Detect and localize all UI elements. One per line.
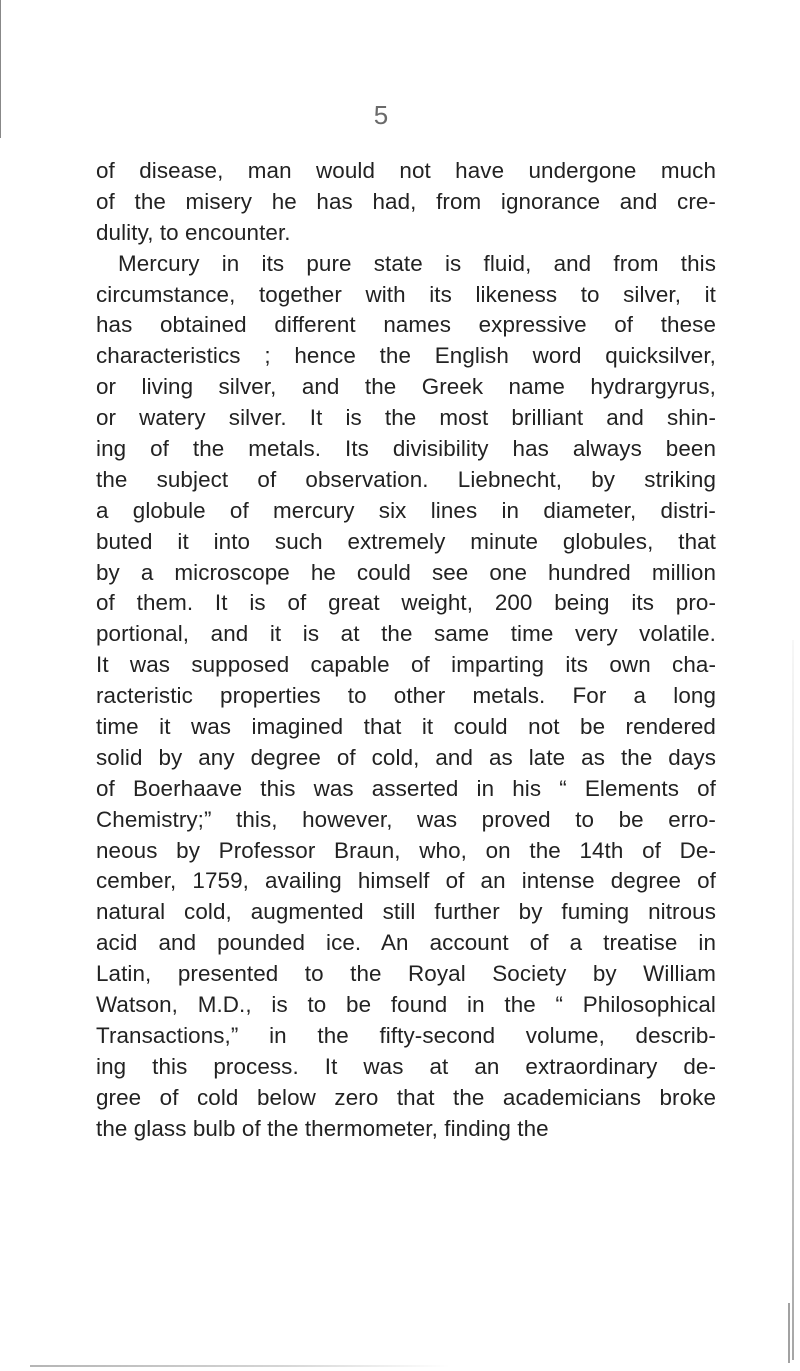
text-line: It was supposed capable of imparting its own cha- [96, 652, 716, 678]
text-line: of Boerhaave this was asserted in his “ Elements of [96, 775, 716, 801]
text-line: of them. It is of great weight, 200 being its pro- [96, 590, 716, 616]
text-line: circumstance, together with its likeness to silver, it [96, 281, 716, 307]
text-line: the subject of observation. Liebnecht, by striking [96, 466, 716, 492]
text-line: cember, 1759, availing himself of an intense degree of [96, 868, 716, 894]
text-line: gree of cold below zero that the academicians broke [96, 1084, 716, 1110]
text-line: buted it into such extremely minute globules, that [96, 528, 716, 554]
text-line: acid and pounded ice. An account of a treatise in [96, 930, 716, 956]
text-line: solid by any degree of cold, and as late as the days [96, 744, 716, 770]
text-line: ing of the metals. Its divisibility has always been [96, 436, 716, 462]
text-line: has obtained different names expressive of these [96, 312, 716, 338]
page-bottom-edge [30, 1365, 450, 1367]
text-line: Mercury in its pure state is fluid, and from this [118, 250, 716, 276]
text-line: Transactions,” in the fifty-second volume, describ- [96, 1022, 716, 1048]
text-line: the glass bulb of the thermometer, finding the [96, 1115, 549, 1141]
text-line: a globule of mercury six lines in diameter, distri- [96, 497, 716, 523]
text-line: dulity, to encounter. [96, 219, 291, 245]
text-line: Chemistry;” this, however, was proved to be erro- [96, 806, 716, 832]
body-text [96, 156, 716, 1145]
text-line: of disease, man would not have undergone much [96, 158, 716, 183]
text-line: ing this process. It was at an extraordinary de- [96, 1053, 716, 1079]
text-line: Watson, M.D., is to be found in the “ Philosophical [96, 992, 716, 1018]
text-line: or watery silver. It is the most brilliant and shin- [96, 405, 716, 431]
page-corner-mark [774, 1303, 790, 1363]
text-line: neous by Professor Braun, who, on the 14th of De- [96, 837, 716, 863]
text-line: characteristics ; hence the English word quicksilver, [96, 343, 716, 369]
page-number: 5 [373, 100, 389, 130]
text-line: of the misery he has had, from ignorance and cre- [96, 188, 716, 214]
page-binding-edge [0, 0, 1, 138]
page-edge-shadow [792, 640, 794, 1360]
text-line: racteristic properties to other metals. For a long [96, 683, 716, 709]
text-line: by a microscope he could see one hundred million [96, 559, 716, 585]
text-line: time it was imagined that it could not be rendered [96, 714, 716, 740]
text-line: Latin, presented to the Royal Society by William [96, 961, 716, 987]
text-line: or living silver, and the Greek name hydrargyrus, [96, 374, 716, 400]
text-line: portional, and it is at the same time very volatile. [96, 621, 716, 647]
text-line: natural cold, augmented still further by fuming nitrous [96, 899, 716, 925]
